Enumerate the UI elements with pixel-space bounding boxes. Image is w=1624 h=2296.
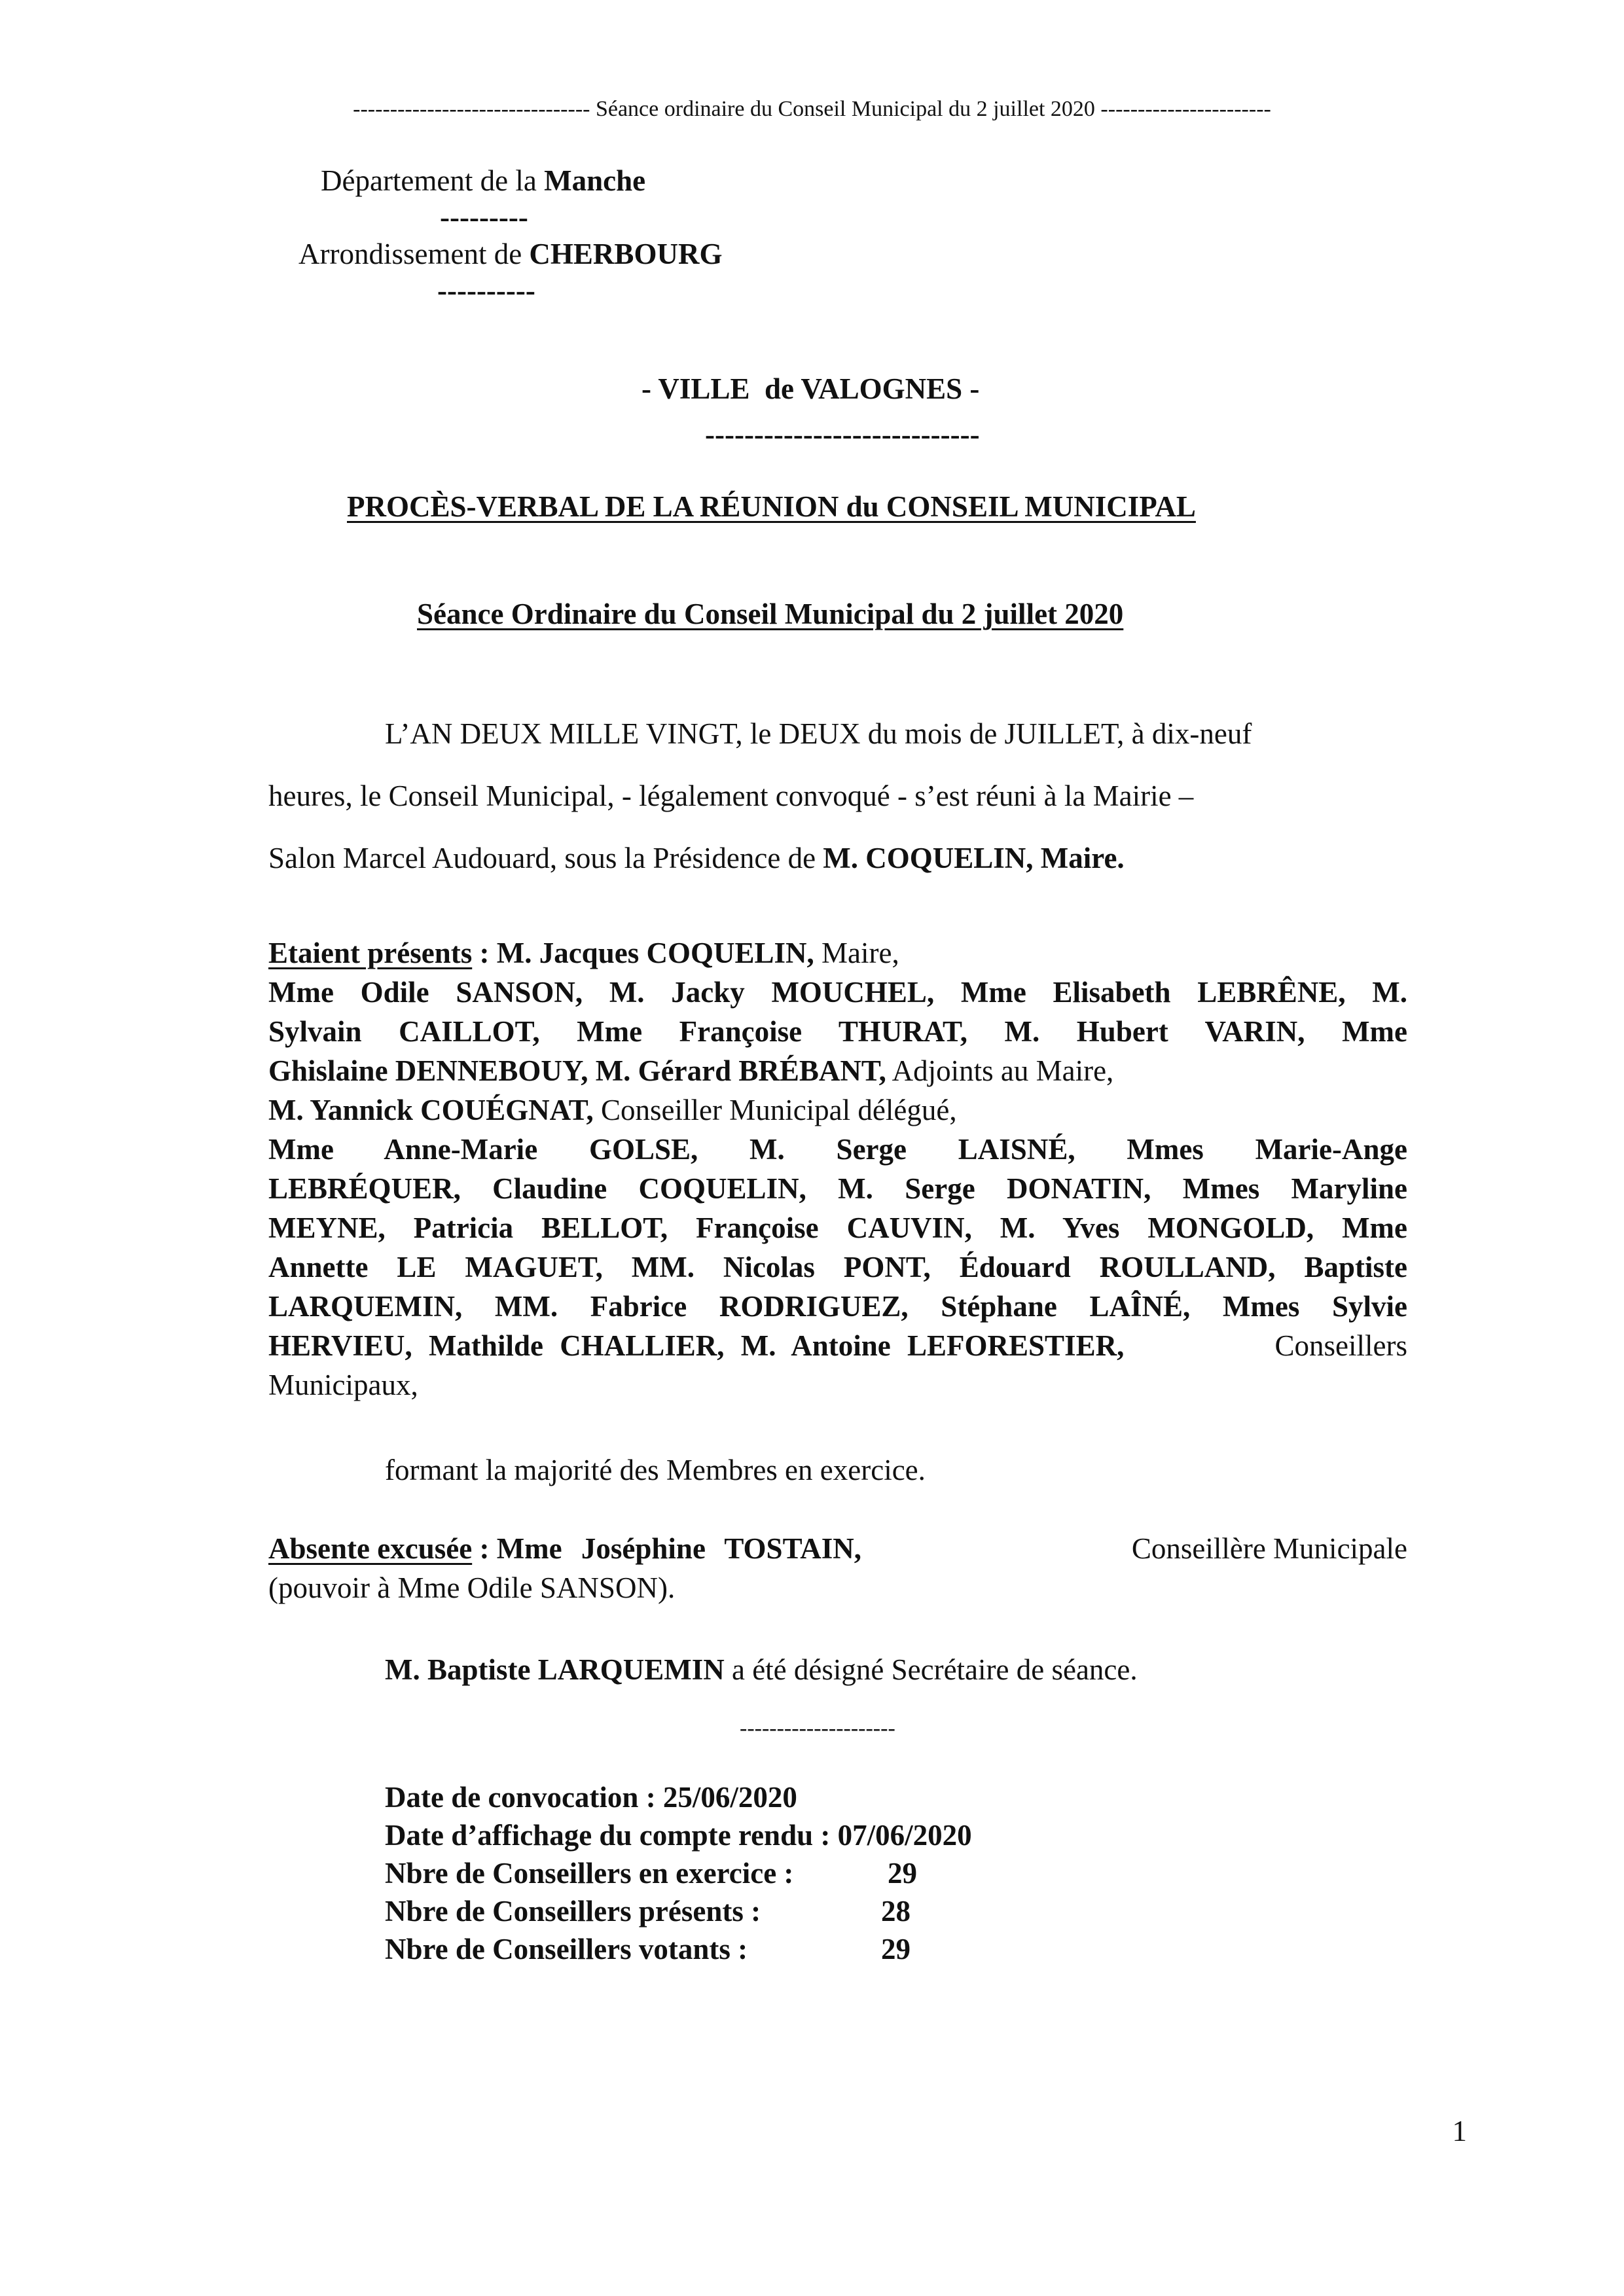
session-title: Séance Ordinaire du Conseil Municipal du 2 juillet 2020 [417, 598, 1124, 630]
presents-line-11: HERVIEU, Mathilde CHALLIER, M. Antoine LEFORESTIER, Conseillers [268, 1329, 1407, 1362]
presents-line-8: MEYNE, Patricia BELLOT, Françoise CAUVIN, M. Yves MONGOLD, Mme [268, 1211, 1407, 1244]
presents-line-3: Sylvain CAILLOT, Mme Françoise THURAT, M. Hubert VARIN, Mme [268, 1015, 1407, 1048]
presents-line-12: Municipaux, [268, 1369, 418, 1401]
department-separator: --------- [440, 201, 528, 234]
absent-line-1: Absente excusée : Mme Joséphine TOSTAIN, Conseillère Municipale [268, 1532, 1407, 1565]
divider: --------------------- [740, 1716, 895, 1740]
absent-line-2: (pouvoir à Mme Odile SANSON). [268, 1571, 676, 1604]
document-title: PROCÈS-VERBAL DE LA RÉUNION du CONSEIL MUNICIPAL [347, 490, 1196, 523]
town-separator: ---------------------------- [705, 418, 980, 451]
running-header: -------------------------------- Séance ordinaire du Conseil Municipal du 2 juillet 2020 ----------------------- [353, 97, 1271, 121]
presents-line-10: LARQUEMIN, MM. Fabrice RODRIGUEZ, Stéphane LAÎNÉ, Mmes Sylvie [268, 1290, 1407, 1323]
intro-line-1: L’AN DEUX MILLE VINGT, le DEUX du mois de JUILLET, à dix-neuf [385, 717, 1252, 750]
councillors-in-office: Nbre de Conseillers en exercice : 29 [385, 1857, 917, 1890]
arrondissement-line: Arrondissement de CHERBOURG [298, 238, 723, 270]
presents-line-6: Mme Anne-Marie GOLSE, M. Serge LAISNÉ, Mmes Marie-Ange [268, 1133, 1407, 1166]
intro-line-3: Salon Marcel Audouard, sous la Présidence de M. COQUELIN, Maire. [268, 842, 1125, 874]
intro-line-2: heures, le Conseil Municipal, - légalement convoqué - s’est réuni à la Mairie – [268, 780, 1194, 812]
presents-line-9: Annette LE MAGUET, MM. Nicolas PONT, Édouard ROULLAND, Baptiste [268, 1251, 1407, 1283]
display-date: Date d’affichage du compte rendu : 07/06/2020 [385, 1819, 972, 1852]
presents-line-4: Ghislaine DENNEBOUY, M. Gérard BRÉBANT, Adjoints au Maire, [268, 1054, 1114, 1087]
page-number: 1 [1452, 2115, 1467, 2147]
councillors-present: Nbre de Conseillers présents : 28 [385, 1895, 911, 1928]
presents-line-7: LEBRÉQUER, Claudine COQUELIN, M. Serge DONATIN, Mmes Maryline [268, 1172, 1407, 1205]
arrondissement-separator: ---------- [437, 274, 535, 307]
councillors-voting: Nbre de Conseillers votants : 29 [385, 1933, 911, 1965]
presents-line-1: Etaient présents : M. Jacques COQUELIN, Maire, [268, 937, 899, 969]
convocation-date: Date de convocation : 25/06/2020 [385, 1781, 797, 1814]
town-name: - VILLE de VALOGNES - [641, 372, 980, 405]
department-line: Département de la Manche [321, 164, 646, 197]
presents-line-5: M. Yannick COUÉGNAT, Conseiller Municipal délégué, [268, 1094, 957, 1126]
secretary-statement: M. Baptiste LARQUEMIN a été désigné Secrétaire de séance. [385, 1653, 1138, 1686]
majority-statement: formant la majorité des Membres en exercice. [385, 1454, 926, 1486]
presents-line-2: Mme Odile SANSON, M. Jacky MOUCHEL, Mme Elisabeth LEBRÊNE, M. [268, 976, 1407, 1009]
